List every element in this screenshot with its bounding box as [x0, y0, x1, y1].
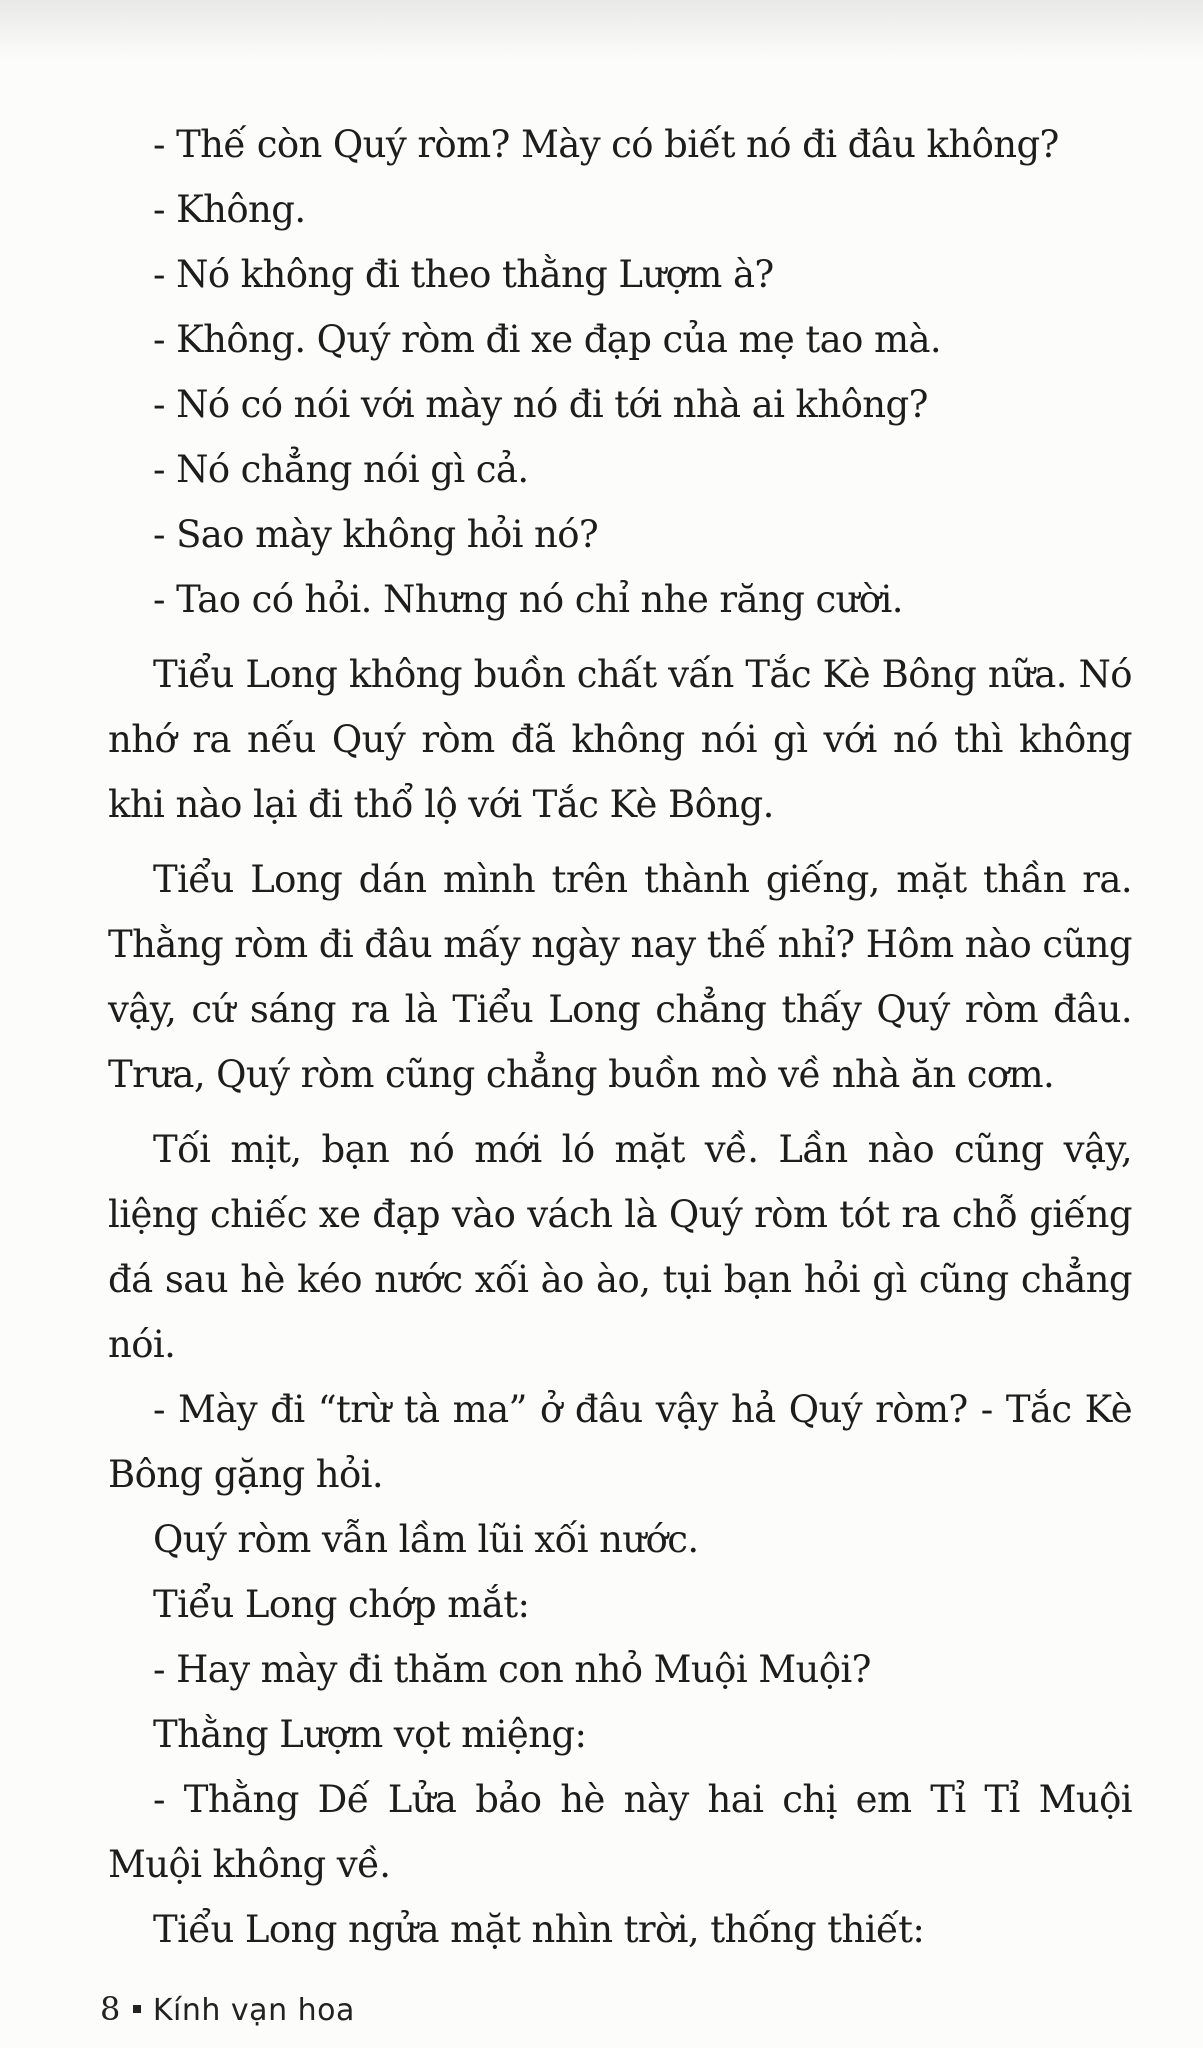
paragraph: - Nó chẳng nói gì cả.: [153, 448, 529, 491]
paragraph: - Thế còn Quý ròm? Mày có biết nó đi đâu không?: [153, 123, 1059, 166]
paragraph: - Mày đi “trừ tà ma” ở đâu vậy hả Quý ròm? - Tắc Kè Bông gặng hỏi.: [108, 1388, 1132, 1496]
square-bullet-icon: [133, 2005, 141, 2013]
paragraph: Tiểu Long không buồn chất vấn Tắc Kè Bông nữa. Nó nhớ ra nếu Quý ròm đã không nói gì với nó thì không khi nào lại đi thổ lộ với Tắc Kè Bông.: [108, 653, 1132, 826]
paragraph: - Sao mày không hỏi nó?: [153, 513, 599, 556]
paragraph: - Không.: [153, 188, 306, 231]
paragraph: Tối mịt, bạn nó mới ló mặt về. Lần nào cũng vậy, liệng chiếc xe đạp vào vách là Quý ròm tót ra chỗ giếng đá sau hè kéo nước xối ào ào, tụi bạn hỏi gì cũng chẳng nói.: [108, 1128, 1132, 1366]
page-edge-shadow: [0, 0, 1203, 60]
paragraph: Tiểu Long ngửa mặt nhìn trời, thống thiết:: [153, 1908, 925, 1951]
paragraph: - Hay mày đi thăm con nhỏ Muội Muội?: [153, 1648, 871, 1691]
paragraph: - Không. Quý ròm đi xe đạp của mẹ tao mà.: [153, 318, 942, 361]
page-body: [108, 112, 1132, 1962]
book-title: Kính vạn hoa: [152, 1993, 355, 2028]
paragraph: - Tao có hỏi. Nhưng nó chỉ nhe răng cười.: [153, 578, 903, 621]
paragraph: - Nó không đi theo thằng Lượm à?: [153, 253, 774, 296]
paragraph: - Thằng Dế Lửa bảo hè này hai chị em Tỉ Tỉ Muội Muội không về.: [108, 1778, 1132, 1886]
paragraph: Tiểu Long chớp mắt:: [153, 1583, 530, 1626]
paragraph: Thằng Lượm vọt miệng:: [153, 1713, 587, 1756]
page-footer: [100, 1990, 355, 2028]
page-number: 8: [100, 1990, 121, 2028]
paragraph: Quý ròm vẫn lầm lũi xối nước.: [153, 1518, 699, 1561]
paragraph: Tiểu Long dán mình trên thành giếng, mặt thần ra. Thằng ròm đi đâu mấy ngày nay thế nhỉ? Hôm nào cũng vậy, cứ sáng ra là Tiểu Long chẳng thấy Quý ròm đâu. Trưa, Quý ròm cũng chẳng buồn mò về nhà ăn cơm.: [108, 858, 1132, 1096]
paragraph: - Nó có nói với mày nó đi tới nhà ai không?: [153, 383, 928, 426]
